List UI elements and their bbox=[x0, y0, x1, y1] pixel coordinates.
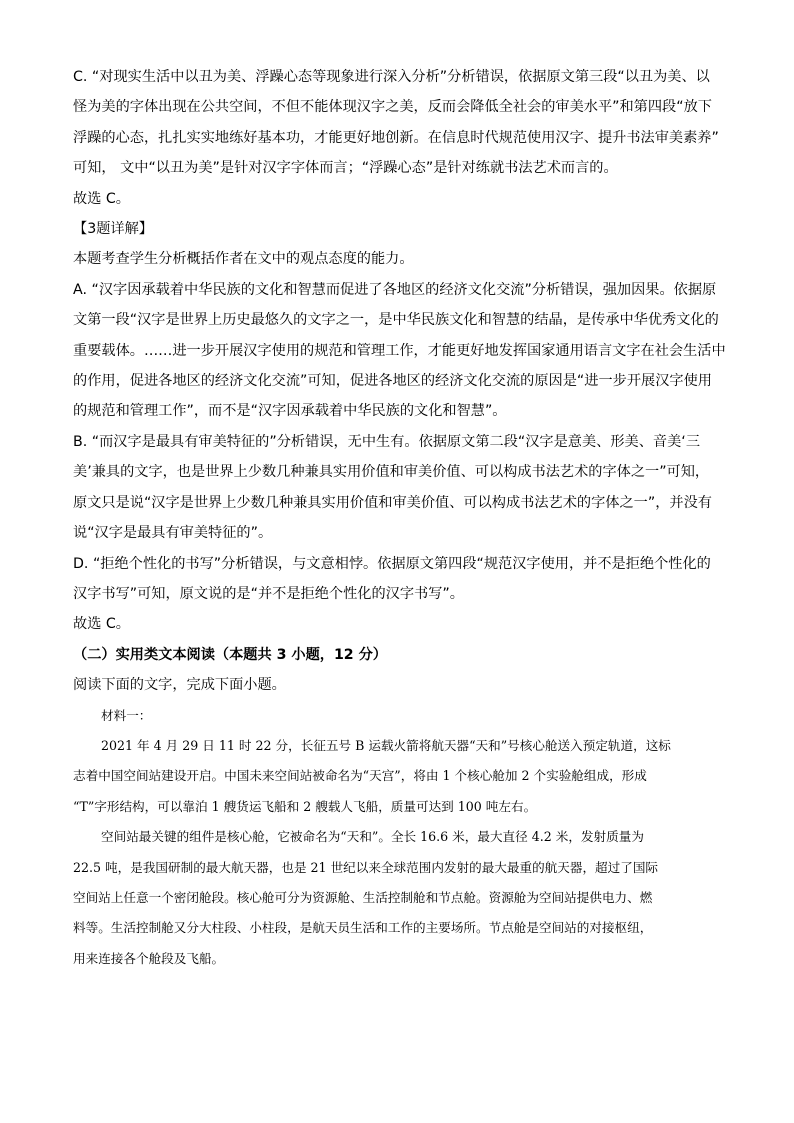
option-b-line-2: 美’兼具的文字，也是世界上少数几种兼具实用价值和审美价值、可以构成书法艺术的字体之一”可知， bbox=[73, 464, 710, 481]
answer-choice-line: 故选 C。 bbox=[73, 190, 130, 207]
material-line-4: 空间站最关键的组件是核心舱，它被命名为“天和”。全长 16.6 米，最大直径 4.2 米，发射质量为 bbox=[101, 829, 644, 845]
question-3-detail-heading: 【3题详解】 bbox=[73, 221, 153, 238]
option-a-line-5: 的规范和管理工作”，而不是“汉字因承载着中华民族的文化和智慧”。 bbox=[73, 403, 507, 420]
option-a-line-1: A. “汉字因承载着中华民族的文化和智慧而促进了各地区的经济文化交流”分析错误，强加因果。依据原 bbox=[73, 281, 717, 298]
material-line-2: 志着中国空间站建设开启。中国未来空间站被命名为“天宫”，将由 1 个核心舱加 2 个实验舱组成，形成 bbox=[73, 768, 647, 784]
material-line-8: 用来连接各个舱段及飞船。 bbox=[73, 950, 225, 966]
document-page bbox=[73, 62, 726, 974]
material-line-7: 料等。生活控制舱又分大柱段、小柱段，是航天员生活和工作的主要场所。节点舱是空间站的对接枢纽， bbox=[73, 920, 653, 936]
option-b-line-4: 说“汉字是最具有审美特征的”。 bbox=[73, 525, 273, 542]
material-line-1: 2021 年 4 月 29 日 11 时 22 分，长征五号 B 运载火箭将航天器“天和”号核心舱送入预定轨道，这标 bbox=[101, 737, 671, 753]
material-line-6: 空间站上任意一个密闭舱段。核心舱可分为资源舱、生活控制舱和节点舱。资源舱为空间站提供电力、燃 bbox=[73, 889, 653, 905]
answer-c-line-4: 可知， 文中“以丑为美”是针对汉字字体而言；“浮躁心态”是针对练就书法艺术而言的。 bbox=[73, 160, 618, 177]
reading-instruction: 阅读下面的文字，完成下面小题。 bbox=[73, 677, 286, 694]
answer-c-line-1: C. “对现实生活中以丑为美、浮躁心态等现象进行深入分析”分析错误，依据原文第三段“以丑为美、以 bbox=[73, 69, 710, 85]
answer-choice-line-2: 故选 C。 bbox=[73, 616, 130, 633]
section-heading: （二）实用类文本阅读（本题共 3 小题，12 分） bbox=[73, 646, 387, 663]
answer-c-line-3: 浮躁的心态，扎扎实实地练好基本功，才能更好地创新。在信息时代规范使用汉字、提升书法审美素养” bbox=[73, 129, 719, 146]
option-d-line-2: 汉字书写”可知，原文说的是“并不是拒绝个性化的汉字书写”。 bbox=[73, 585, 464, 602]
material-line-3: “T”字形结构，可以靠泊 1 艘货运飞船和 2 艘载人飞船，质量可达到 100 吨左右。 bbox=[73, 798, 537, 814]
answer-c-line-2: 怪为美的字体出现在公共空间，不但不能体现汉字之美，反而会降低全社会的审美水平”和第四段“放下 bbox=[73, 99, 712, 116]
option-a-line-2: 文第一段“汉字是世界上历史最悠久的文字之一，是中华民族文化和智慧的结晶，是传承中华优秀文化的 bbox=[73, 312, 719, 329]
material-line-5: 22.5 吨，是我国研制的最大航天器，也是 21 世纪以来全球范围内发射的最大最重的航天器，超过了国际 bbox=[73, 859, 659, 875]
material-label: 材料一： bbox=[101, 707, 152, 723]
option-b-line-1: B. “而汉字是最具有审美特征的”分析错误，无中生有。依据原文第二段“汉字是意美、形美、音美‘三 bbox=[73, 433, 701, 450]
option-b-line-3: 原文只是说“汉字是世界上少数几种兼具实用价值和审美价值、可以构成书法艺术的字体之一”，并没有 bbox=[73, 494, 712, 511]
option-a-line-4: 的作用，促进各地区的经济文化交流”可知，促进各地区的经济文化交流的原因是“进一步开展汉字使用 bbox=[73, 373, 712, 390]
question-3-intro: 本题考查学生分析概括作者在文中的观点态度的能力。 bbox=[73, 251, 414, 268]
option-a-line-3: 重要载体。……进一步开展汉字使用的规范和管理工作，才能更好地发挥国家通用语言文字在社会生活中 bbox=[73, 342, 726, 359]
option-d-line-1: D. “拒绝个性化的书写”分析错误，与文意相悖。依据原文第四段“规范汉字使用，并不是拒绝个性化的 bbox=[73, 555, 711, 572]
